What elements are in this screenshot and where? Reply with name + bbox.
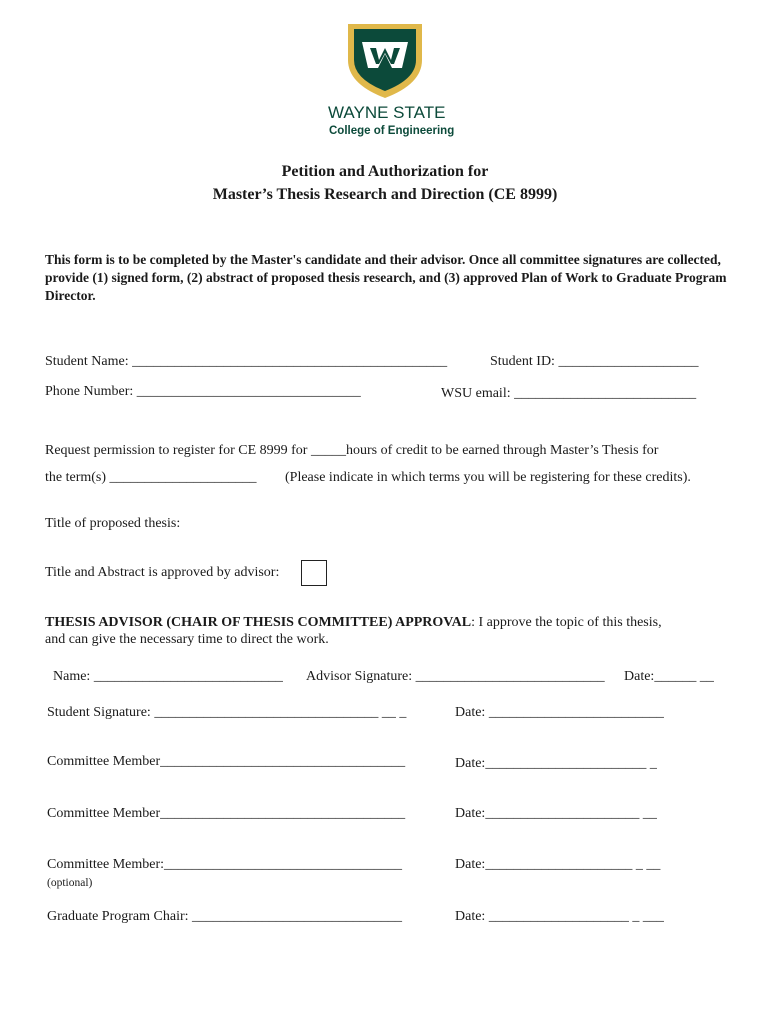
wsu-email-field[interactable]: WSU email: __________________________ [441, 386, 697, 401]
student-name-field[interactable]: Student Name: _____________________________________________ [45, 354, 448, 369]
student-signature-field[interactable]: Student Signature: ________________________________ __ _ [47, 705, 407, 720]
committee-member-2-field[interactable]: Committee Member___________________________________ [47, 806, 406, 821]
advisor-approval-text-line2: and can give the necessary time to direct the work. [45, 632, 329, 647]
brand-subtitle: College of Engineering [329, 125, 455, 137]
advisor-name-field[interactable]: Name: ___________________________ [53, 669, 283, 684]
committee-member-3-field[interactable]: Committee Member:__________________________________ [47, 857, 403, 872]
program-chair-date[interactable]: Date: ____________________ _ ___ [455, 909, 664, 924]
term-field[interactable]: the term(s) _____________________ [45, 470, 257, 485]
brand-name: WAYNE STATE [328, 103, 446, 122]
form-title-line1: Petition and Authorization for [281, 163, 489, 180]
committee-member-1-date[interactable]: Date:_______________________ _ [455, 756, 657, 771]
advisor-approval-statement [45, 615, 662, 631]
advisor-signature-field[interactable]: Advisor Signature: ___________________________ [306, 669, 605, 684]
approved-by-advisor-label: Title and Abstract is approved by advisor: [45, 565, 280, 580]
program-chair-field[interactable]: Graduate Program Chair: ______________________________ [47, 909, 403, 924]
phone-number-field[interactable]: Phone Number: ________________________________ [45, 384, 361, 399]
committee-member-1-field[interactable]: Committee Member___________________________________ [47, 754, 406, 769]
advisor-approval-text: : I approve the topic of this thesis, [471, 615, 662, 630]
student-id-field[interactable]: Student ID: ____________________ [490, 354, 699, 369]
intro-instructions: This form is to be completed by the Master's candidate and their advisor. Once all committee signatures are collected, provide (1) signed form, (2) abstract of proposed thesis research, and (3) approved Plan of Work to Graduate Program Director. [45, 252, 727, 303]
advisor-date-field[interactable]: Date:______ __ [624, 669, 714, 684]
committee-member-3-date[interactable]: Date:_____________________ _ __ [455, 857, 661, 872]
wayne-state-shield-logo [344, 18, 426, 100]
term-note: (Please indicate in which terms you will be registering for these credits). [285, 470, 691, 485]
request-permission-line: Request permission to register for CE 8999 for _____hours of credit to be earned through Master’s Thesis for [45, 443, 659, 458]
advisor-approval-heading: THESIS ADVISOR (CHAIR OF THESIS COMMITTEE) APPROVAL [45, 615, 472, 630]
optional-note: (optional) [47, 877, 93, 889]
thesis-title-label: Title of proposed thesis: [45, 516, 181, 531]
form-title-line2: Master’s Thesis Research and Direction (CE 8999) [212, 186, 558, 203]
committee-member-2-date[interactable]: Date:______________________ __ [455, 806, 657, 821]
advisor-approval-checkbox[interactable] [301, 560, 327, 586]
student-signature-date[interactable]: Date: _________________________ [455, 705, 664, 720]
